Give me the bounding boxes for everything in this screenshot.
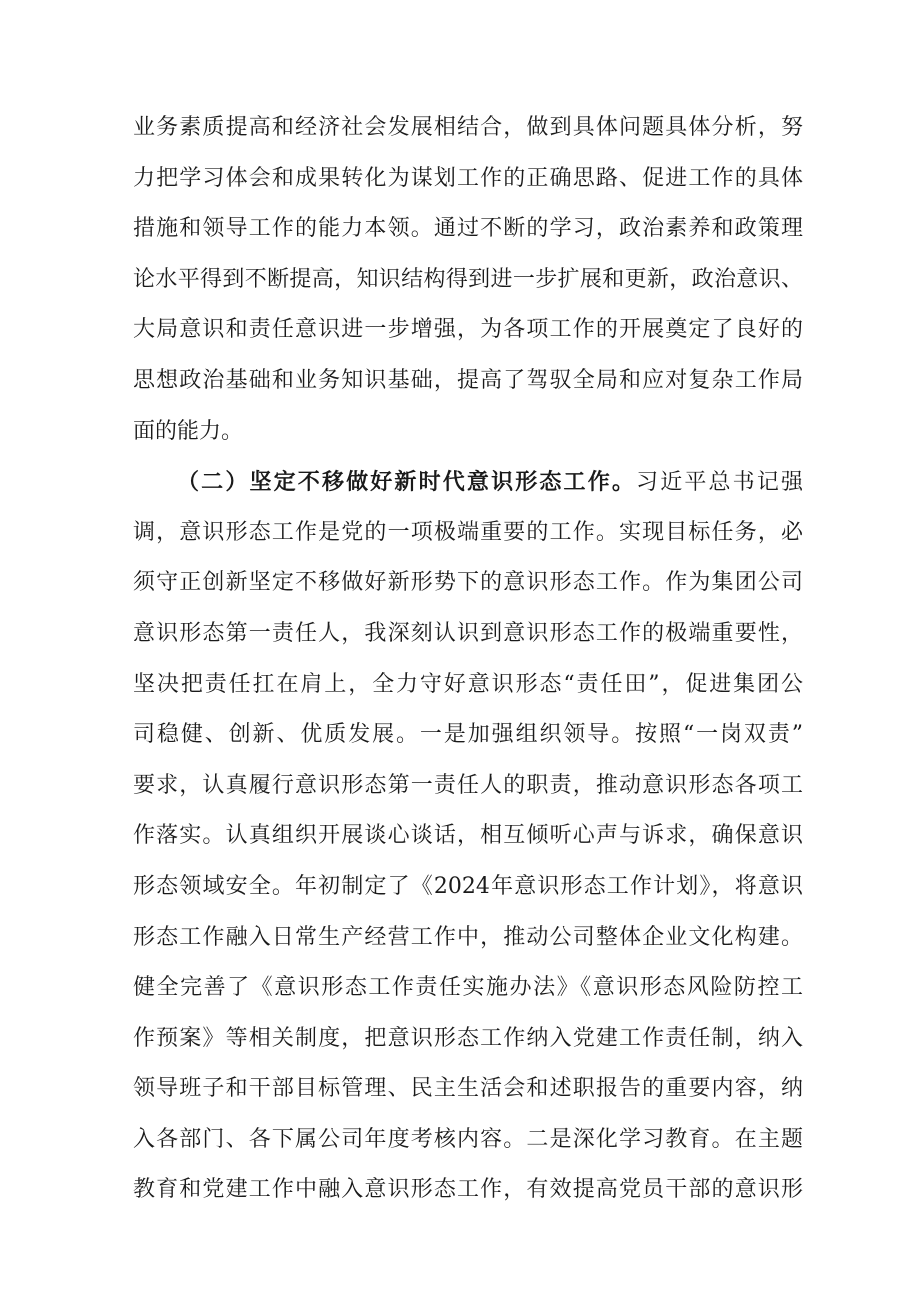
text-line: 健全完善了《意识形态工作责任实施办法》《意识形态风险防控工 — [133, 975, 803, 1001]
text-line: 措施和领导工作的能力本领。通过不断的学习，政治素养和政策理 — [133, 216, 803, 242]
text-line: 思想政治基础和业务知识基础，提高了驾驭全局和应对复杂工作局 — [133, 367, 803, 393]
text-line: 调，意识形态工作是党的一项极端重要的工作。实现目标任务，必 — [133, 519, 803, 545]
text-line: 作落实。认真组织开展谈心谈话，相互倾听心声与诉求，确保意识 — [133, 823, 803, 849]
paragraph-2 — [133, 457, 803, 1216]
text-line: 作预案》等相关制度，把意识形态工作纳入党建工作责任制，纳入 — [133, 1025, 803, 1051]
text-run: 习近平总书记强 — [636, 470, 803, 496]
paragraph-1 — [133, 103, 803, 457]
text-line: 领导班子和干部目标管理、民主生活会和述职报告的重要内容，纳 — [133, 1076, 803, 1102]
text-line: 入各部门、各下属公司年度考核内容。二是深化学习教育。在主题 — [133, 1126, 803, 1152]
text-line: 面的能力。 — [133, 418, 244, 444]
section-heading: （二）坚定不移做好新时代意识形态工作。 — [177, 469, 637, 496]
text-line: 司稳健、创新、优质发展。一是加强组织领导。按照“一岗双责” — [133, 722, 803, 748]
text-line: 形态工作融入日常生产经营工作中，推动公司整体企业文化构建。 — [133, 924, 803, 950]
text-line: 形态领域安全。年初制定了《2024年意识形态工作计划》，将意识 — [133, 873, 803, 899]
text-line: 意识形态第一责任人，我深刻认识到意识形态工作的极端重要性， — [133, 620, 803, 646]
text-line: 教育和党建工作中融入意识形态工作，有效提高党员干部的意识形 — [133, 1177, 803, 1203]
text-line: 须守正创新坚定不移做好新形势下的意识形态工作。作为集团公司 — [133, 570, 803, 596]
text-line: 业务素质提高和经济社会发展相结合，做到具体问题具体分析，努 — [133, 115, 803, 140]
text-line: 论水平得到不断提高，知识结构得到进一步扩展和更新，政治意识、 — [133, 266, 803, 292]
text-line: 要求，认真履行意识形态第一责任人的职责，推动意识形态各项工 — [133, 772, 803, 798]
text-line: 力把学习体会和成果转化为谋划工作的正确思路、促进工作的具体 — [133, 165, 803, 191]
text-line: 坚决把责任扛在肩上，全力守好意识形态“责任田”，促进集团公 — [133, 671, 803, 697]
document-page — [133, 103, 803, 1216]
text-line — [133, 457, 803, 508]
text-line: 大局意识和责任意识进一步增强，为各项工作的开展奠定了良好的 — [133, 317, 803, 343]
